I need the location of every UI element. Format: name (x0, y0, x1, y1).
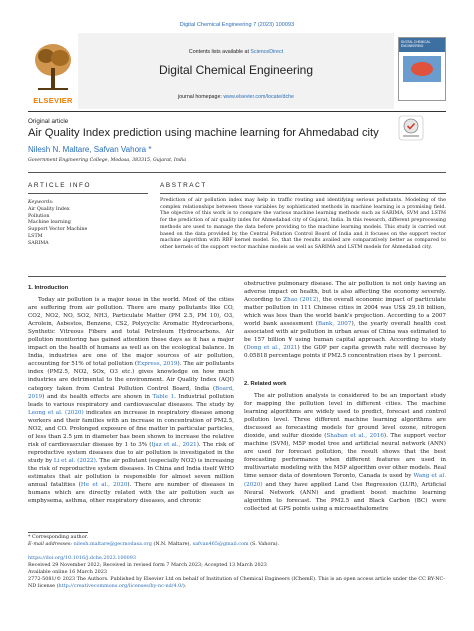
section-heading-introduction: 1. Introduction (28, 285, 69, 291)
elsevier-tree-logo (30, 38, 76, 96)
citation-link[interactable]: Board, 2019 (28, 385, 234, 400)
homepage-link[interactable]: www.elsevier.com/locate/dche (223, 94, 295, 100)
affiliation: Government Engineering College, Modasa, 383315, Gujarat, India (28, 158, 187, 163)
citation-link[interactable]: Ijaz et al., 2021 (151, 441, 197, 448)
keyword-item: Air Quality Index (28, 207, 70, 212)
abstract-heading: ABSTRACT (160, 182, 207, 189)
article-type: Original article (28, 118, 69, 125)
paper-title: Air Quality Index prediction using machine learning for Ahmedabad city (28, 127, 379, 139)
abstract-text: Prediction of air pollution index may help in traffic routing and identifying serious pollutants. Modeling of the complex relationships between these variables by sophisticated methods in machine learning is a promising field. The objective of this work is to compare the various machine learning methods such as SARIMA, SVM and LSTM for the prediction of air quality index for Ahmedabad city of Gujarat, India. In this research, different preprocessing methods are used to manage the data before providing to the machine learning models. This study is carried out based on the data provided by the Central Pollution Control Board of India and it focuses on the support vector machine algorithm with RBF kernel model. So, that the results availed are comparatively better as compared to other kernels of the support vector machine models as well as SARIMA and LSTM models for Ahmedabad city. (160, 197, 446, 250)
article-info-rule (28, 193, 148, 194)
citation-link[interactable]: Leong et al. (2020) (28, 409, 84, 416)
journal-cover-thumbnail (398, 37, 446, 101)
corresponding-author-note: * Corresponding author. (28, 534, 89, 540)
body-divider (28, 276, 446, 277)
introduction-continuation: obstructive pulmonary disease. The air pollution is not only having an adverse impact on health, but is also affecting the economy severely. According to Zhao (2012), the overall economic impact of particulate matter pollution in 111 Chinese cities in 2004 was US$ 29.18 billion, which was less than the world bank's projection. According to a 2007 world bank assessment (Bank, 2007), the yearly overall health cost associated with air pollution in urban areas of China was estimated to be 157 billion ¥ using human capital approach. According to study (Dong et al., 2021) the GDP per capita growth rate will decrease by 0.05818 percentage points if PM2.5 concentration rises by 1 percent. (244, 281, 447, 360)
citation-link[interactable]: Zhao (2012) (283, 297, 319, 304)
author-list[interactable]: Nilesh N. Maltare, Safvan Vahora * (28, 145, 152, 154)
available-online-date: Available online 16 March 2023 (28, 569, 107, 575)
cover-title: DIGITAL CHEMICAL ENGINEERING (401, 40, 431, 48)
contents-availability (78, 49, 394, 55)
footnote-rule (28, 532, 88, 533)
meta-divider (28, 172, 446, 173)
journal-homepage (78, 94, 394, 100)
table-link[interactable]: Table 1 (152, 393, 175, 400)
license-statement: 2772-5081/© 2023 The Authors. Published by Elsevier Ltd on behalf of Institution of Chemical Engineers (IChemE). This is an open access article under the CC BY-NC-ND license (http://creativecommons.org/licenses/by-nc-nd/4.0/). (28, 576, 445, 589)
section-heading-related-work: 2. Related work (244, 381, 287, 387)
sciencedirect-link[interactable]: ScienceDirect (250, 49, 284, 55)
citation-link[interactable]: Dong et al., 2021 (246, 345, 298, 352)
keyword-item: Support Vector Machine (28, 227, 88, 233)
keyword-item: SARIMA (28, 240, 49, 246)
journal-reference[interactable]: Digital Chemical Engineering 7 (2023) 100093 (179, 22, 295, 28)
homepage-prefix: journal homepage: (177, 94, 224, 100)
citation-link[interactable]: Wang et al. (2020) (244, 473, 446, 488)
check-for-updates-icon[interactable] (398, 115, 424, 141)
email-link[interactable]: nilesh.maltare@gecmodasa.org (73, 541, 152, 547)
citation-link[interactable]: Express, 2019 (137, 361, 178, 368)
received-dates: Received 29 November 2022; Received in revised form 7 March 2023; Accepted 13 March 2023 (28, 562, 267, 568)
email-addresses: E-mail addresses: nilesh.maltare@gecmodasa.org (N.N. Maltare), safvan465@gmail.com (S. Vahora). (28, 541, 280, 547)
email-link[interactable]: safvan465@gmail.com (192, 541, 249, 547)
journal-title: Digital Chemical Engineering (158, 63, 314, 77)
keyword-item: LSTM (28, 233, 43, 239)
article-info-heading: ARTICLE INFO (28, 182, 92, 189)
keywords-label: Keywords: (28, 200, 54, 205)
introduction-paragraph: Today air pollution is a major issue in the world. Most of the cities are suffering from air pollution. There are many pollutants like CO, CO2, NO2, NO, SO2, NH3, Particulate Matter (PM 2.5, PM 10), O3, Acrolein, Asbestos, Benzene, CS2, Polycyclic Aromatic Hydrocarbons, Synthetic Vitreous Fibers and total Petroleum Hydrocarbons. Air pollution monitoring has gained attention these days as it has a major impact on the health of humans as well as on the ecological balance. In India, industries are one of the major sources of air pollution, accounting for 51% of total pollution (Express, 2019). The air pollutants index (PM2.5, NO2, SOx, O3 etc.) gives knowledge on how much industries are detrimental to the environment. Air Quality Index (AQI) category taken from Central Pollution Control Board, India (Board, 2019) and its health effects are shown in Table 1. Industrial pollution leads to various respiratory and cardiovascular diseases. The study by Leong et al. (2020) indicates an increase in respiratory disease among workers and their families with an increase in concentration of PM2.5, NO2, and CO. Prolonged exposure of fine matter in particular particles, of less than 2.5 μm in diameter has been shown to increase the relative risk of cardiovascular disease by 1 to 3% (Ijaz et al., 2021). The risk of reproductive system diseases due to air pollution is investigated in the study by Li et al. (2022). The air pollutant (especially NO2) is increasing the risk of reproductive system diseases. In China and India itself WHO estimates that air pollution is responsible for almost seven million annual fatalities (He et al., 2020). There are number of diseases in humans which are directly related with the air pollution such as emphysema, asthma, other respiratory diseases, and chronic (28, 297, 235, 505)
keywords-list (28, 207, 87, 247)
citation-link[interactable]: He et al., 2020 (80, 482, 128, 489)
contents-prefix: Contents lists available at (188, 49, 251, 55)
citation-link[interactable]: Li et al. (2022) (53, 457, 96, 464)
doi-link[interactable]: https://doi.org/10.1016/j.dche.2023.100093 (28, 555, 136, 561)
publisher-name: ELSEVIER (33, 96, 73, 105)
keyword-item: Pollution (28, 213, 50, 219)
citation-link[interactable]: Bank, 2007 (317, 321, 352, 328)
keyword-item: Machine learning (28, 220, 71, 226)
license-link[interactable]: http://creativecommons.org/licenses/by-nc-nd/4.0/ (58, 582, 183, 589)
abstract-rule (160, 193, 446, 194)
related-work-paragraph: The air pollution analysis is considered to be an important study for mapping the pollution level in different cities. The machine learning algorithms are widely used to predict, forecast and control pollution level. Three different machine learning algorithms are discussed as forecasting models for ground level ozone, nitrogen dioxide, and sulfur dioxide (Shaban et al., 2016). The support vector machine (SVM), M5P model tree and artificial neural network (ANN) are used for forecast pollution, the result shows that the best forecasting performance when different features are used in multivariate modeling with the M5P algorithm over other models. Real time sensor data of downtown Toronto, Canada is used by Wang et al. (2020) and they have applied Land Use Regression (LUR), Artificial Neural Network (ANN) and gradient boost machine learning algorithm to forecast. The PM2.5 and Black Carbon (BC) were collected at GPS points using a microaethalometre (244, 393, 446, 512)
citation-link[interactable]: Shaban et al., 2016 (326, 433, 384, 440)
header-divider (28, 111, 446, 112)
